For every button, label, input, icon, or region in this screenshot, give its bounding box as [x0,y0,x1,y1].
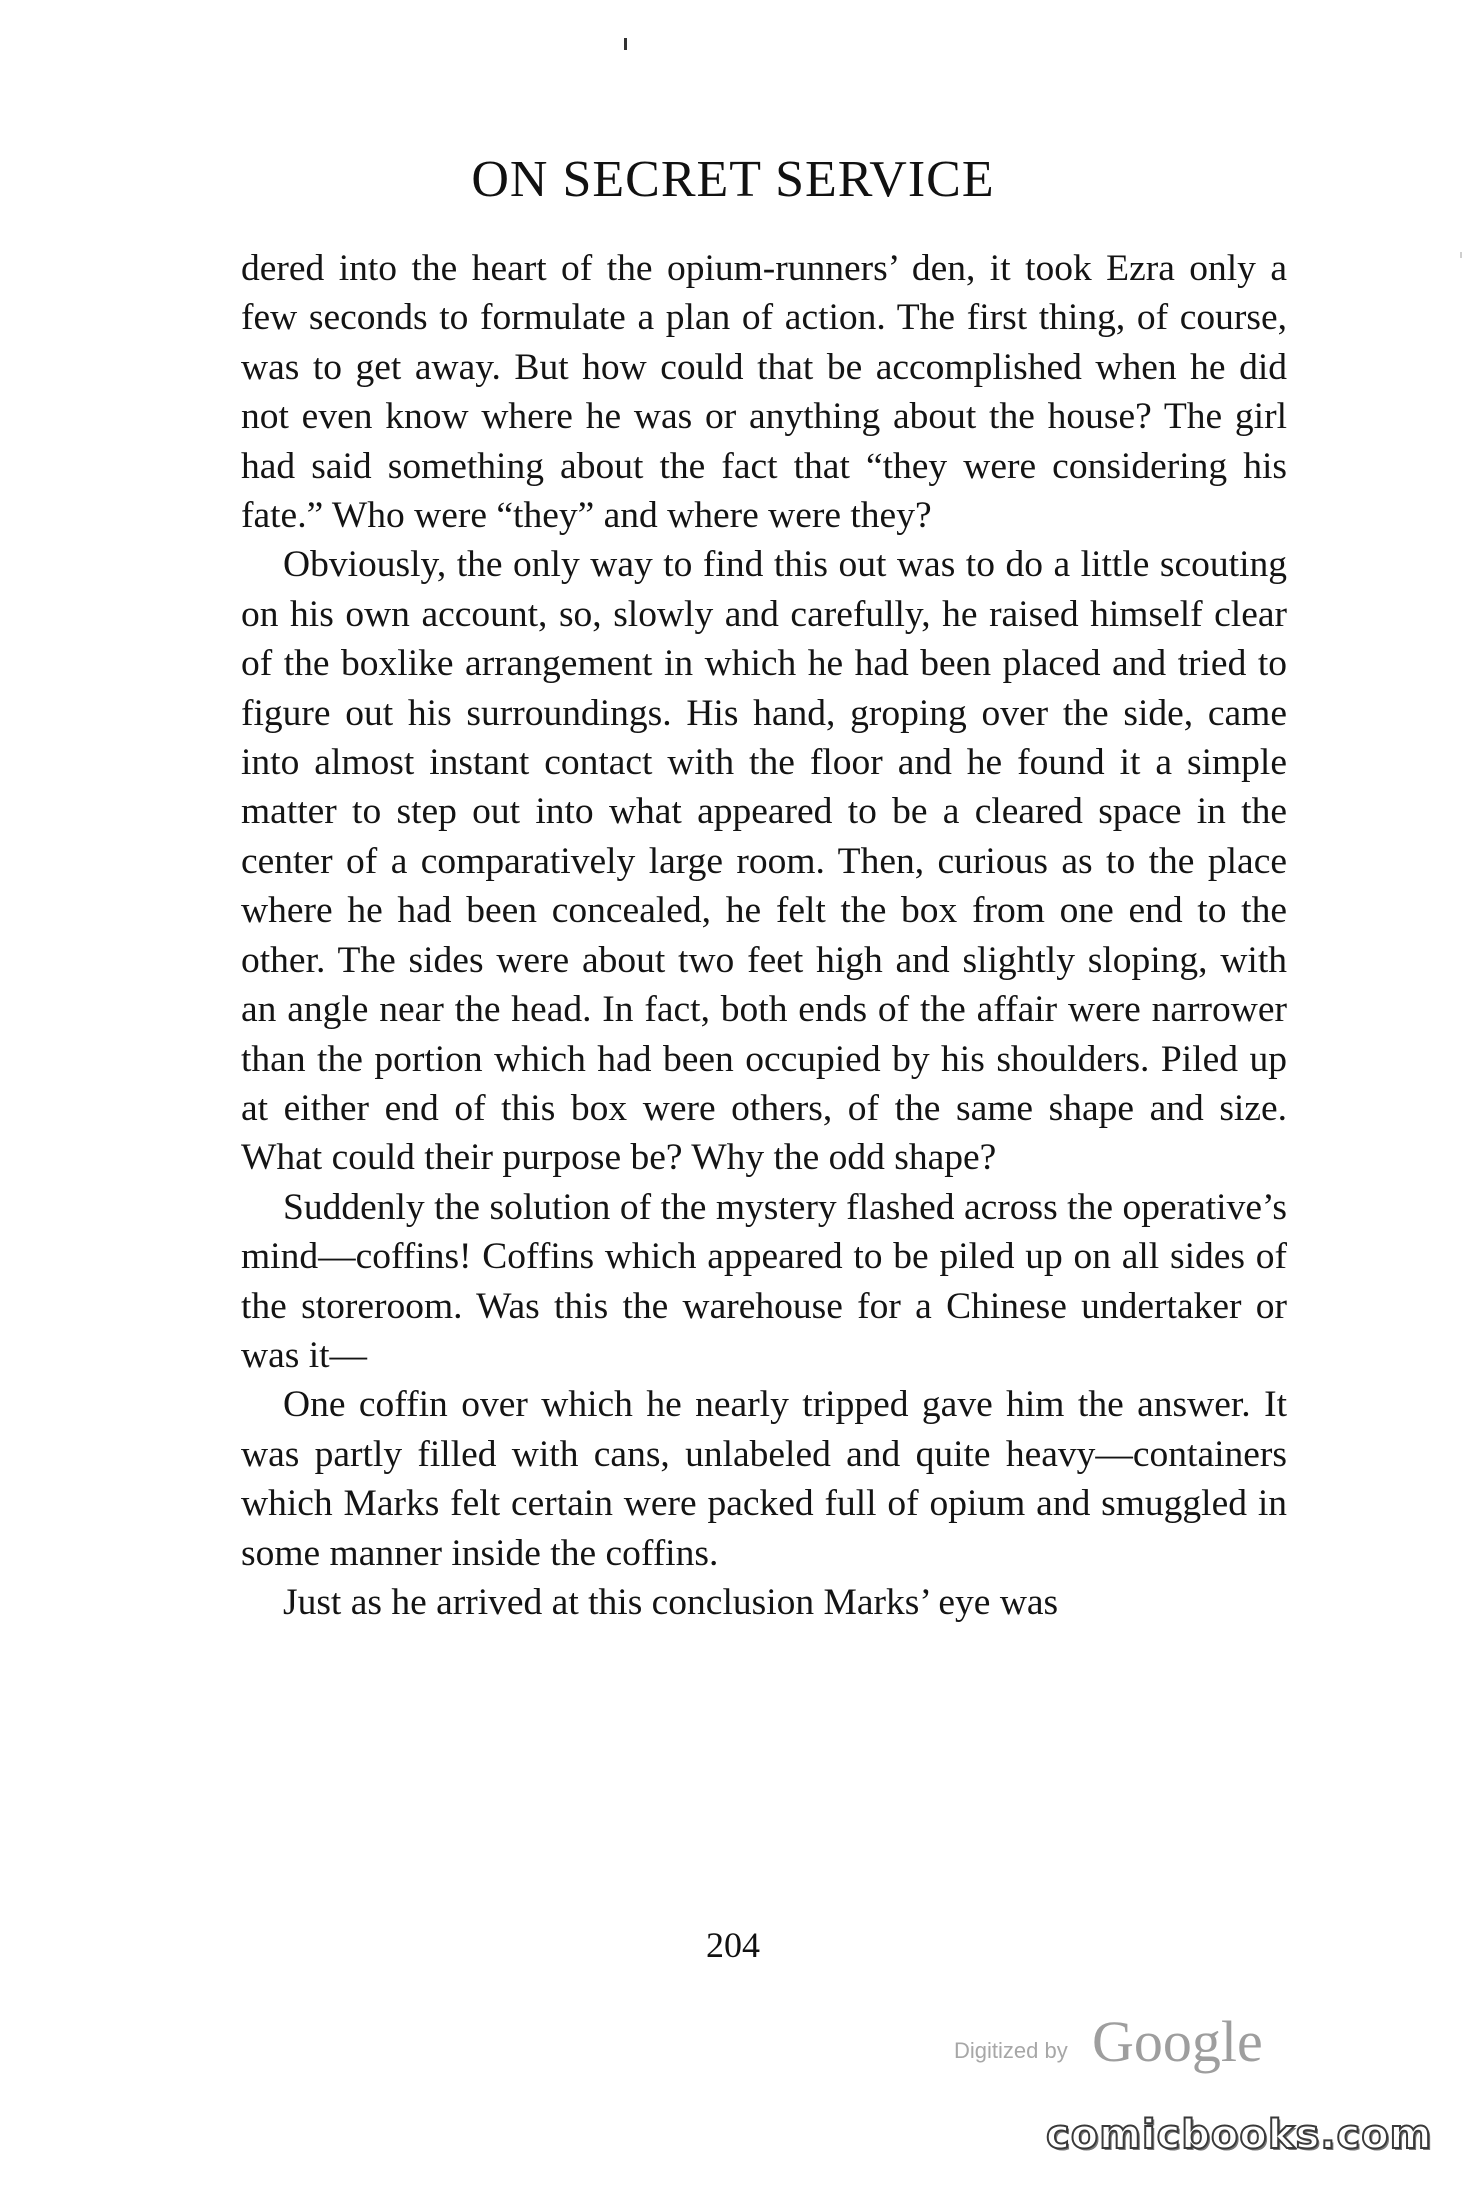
paragraph-5: Just as he arrived at this conclusion Marks’ eye was [283,1581,1059,1623]
paragraph-4: One coffin over which he nearly tripped gave him the answer. It was partly filled with cans, unlabeled and quite heavy—containers which Marks felt certain were packed full of opium and smuggled in some manner inside the coffins. [241,1384,1287,1574]
edge-speck [1460,252,1462,258]
paragraph-2: Obviously, the only way to find this out was to do a little scouting on his own account, so, slowly and carefully, he raised himself clear of the boxlike arrangement in which he had been placed and tried to figure out his surroundings. His hand, groping over the side, came into almost instant contact with the floor and he found it a simple matter to step out into what appeared to be a cleared space in the center of a comparatively large room. Then, curious as to the place where he had been concealed, he felt the box from one end to the other. The sides were about two feet high and slightly sloping, with an angle near the head. In fact, both ends of the affair were narrower than the portion which had been occupied by his shoulders. Piled up at either end of this box were others, of the same shape and size. What could their purpose be? Why the odd shape? [241,544,1287,1179]
paragraph-3: Suddenly the solution of the mystery flashed across the operative’s mind—coffins! Coffins which appeared to be piled up on all sides of the storeroom. Was this the warehouse for a Chinese undertaker or was it— [241,1186,1287,1376]
running-head: ON SECRET SERVICE [471,151,995,208]
site-watermark: comicbooks.com [1046,2112,1433,2158]
google-logo-text: Google [1092,2009,1263,2074]
page-number: 204 [706,1925,760,1965]
digitized-by-label: Digitized by [954,2038,1068,2063]
paragraph-1: dered into the heart of the opium-runners’ den, it took Ezra only a few seconds to formulate a plan of action. The first thing, of course, was to get away. But how could that be accomplished when he did not even know where he was or anything about the house? The girl had said something about the fact that “they were considering his fate.” Who were “they” and where were they? [241,248,1287,537]
print-speck [624,38,627,50]
body-text [241,244,1287,1627]
google-watermark [954,2008,1284,2078]
